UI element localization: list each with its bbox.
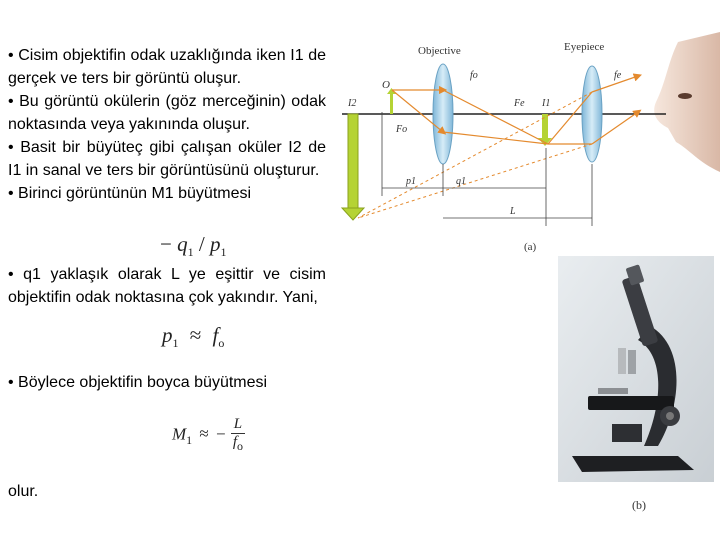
text-block-top [8, 44, 326, 205]
label-fo-top: fo [470, 70, 478, 81]
label-fe-top: fe [614, 70, 622, 81]
figure-b-label: (b) [632, 498, 646, 512]
bullet-eyepiece-focus: • Bu görüntü okülerin (göz merceğinin) odak noktasında veya yakınında oluşur. [8, 93, 326, 133]
equation-m1: − $q_1 / p_1$ [160, 232, 227, 260]
label-objective: Objective [418, 45, 461, 57]
text-block-middle [8, 263, 326, 309]
text-closing: olur. [8, 483, 39, 500]
label-L: L [510, 206, 516, 217]
microscope-base [572, 456, 694, 472]
label-Fo: Fo [396, 124, 408, 135]
final-image-arrow-head [342, 208, 364, 220]
label-q1: q1 [456, 176, 466, 187]
figure-a-caption: (a) [524, 241, 537, 253]
eyepiece-lens [582, 66, 602, 162]
equation-m1-length: $M_1$ ≈ − $\frac{L}{f_o}$ [172, 416, 246, 455]
object-arrow [390, 92, 393, 114]
microscope-ray-diagram [338, 32, 720, 256]
label-eyepiece: Eyepiece [564, 41, 605, 53]
bullet-objective-magnification: • Böylece objektifin boyca büyütmesi [8, 374, 268, 391]
objective-lens [433, 64, 453, 164]
bullet-image-formation: • Cisim objektifin odak uzaklığında iken I1 de gerçek ve ters bir görüntü oluşur. [8, 47, 326, 87]
label-I2: I2 [348, 98, 357, 109]
text-block-lower [8, 371, 326, 394]
microscope-stage [588, 396, 674, 410]
eye-shape [678, 93, 692, 99]
label-Fe: Fe [514, 98, 525, 109]
bullet-magnifier: • Basit bir büyüteç gibi çalışan oküler I2 de I1 in sanal ve ters bir görüntüsünü oluşturur. [8, 139, 326, 179]
eye-face-shape [654, 32, 720, 172]
final-image-arrow-shaft [348, 114, 358, 210]
bullet-magnification-m1: • Birinci görüntünün M1 büyütmesi [8, 185, 252, 202]
bullet-q1-approx: • q1 yaklaşık olarak L ye eşittir ve cisim objektifin odak noktasına çok yakındır. Yani, [8, 266, 326, 306]
label-p1: p1 [406, 176, 416, 187]
label-O: O [382, 79, 390, 91]
label-I1: I1 [542, 98, 551, 109]
microscope-photo [558, 256, 714, 482]
equation-p1: $p_1 \approx f_o$ [162, 323, 225, 351]
